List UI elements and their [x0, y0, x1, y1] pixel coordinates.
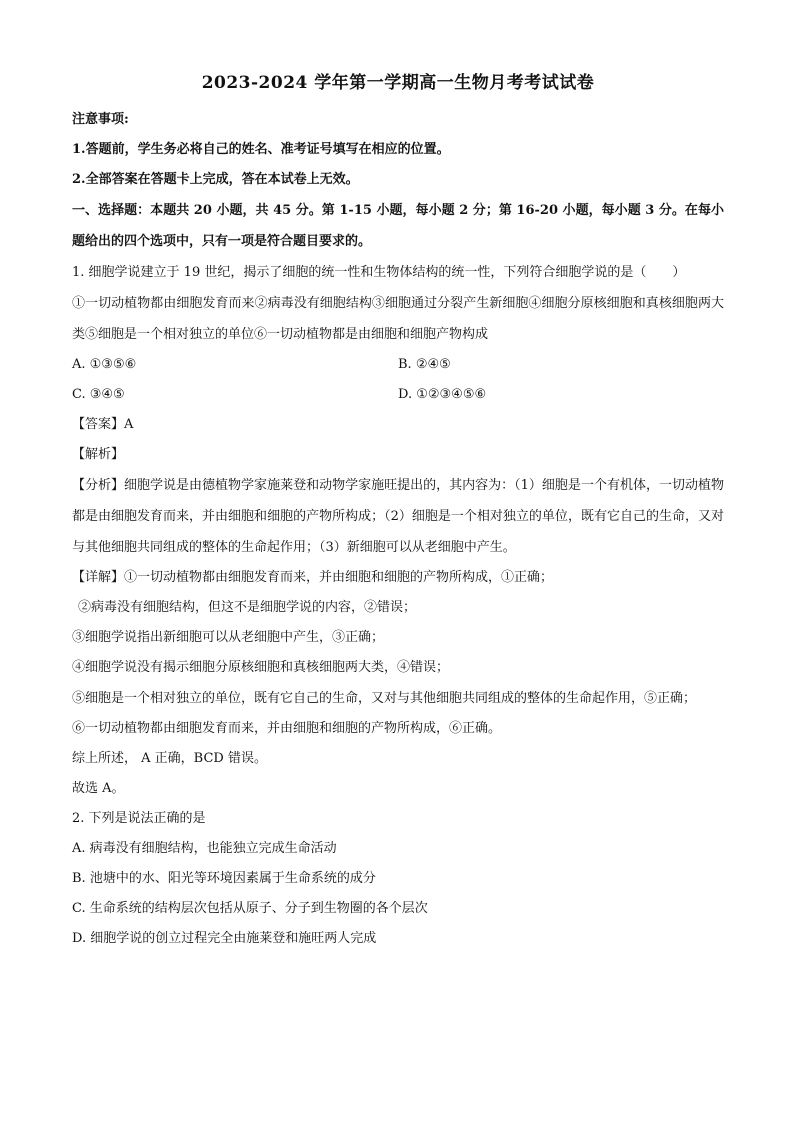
q1-fenxi: 【分析】细胞学说是由德植物学家施莱登和动物学家施旺提出的，其内容为：（1）细胞是一个有机体，一切动植物都是由细胞发育而来，并由细胞和细胞的产物所构成；（2）细胞是一个相对独立的单位，既有它自己的生命，又对与其他细胞共同组成的整体的生命起作用；（3）新细胞可以从老细胞中产生。 — [72, 478, 724, 555]
q1-detail-4: ④细胞学说没有揭示细胞分原核细胞和真核细胞两大类，④错误； — [72, 660, 450, 675]
q1-detail-2: ②病毒没有细胞结构，但这不是细胞学说的内容，②错误； — [78, 600, 417, 615]
q1-options-row-2 — [72, 380, 724, 410]
q1-detail-1: 【详解】①一切动植物都由细胞发育而来，并由细胞和细胞的产物所构成，①正确； — [72, 570, 554, 585]
q1-statements: ①一切动植物都由细胞发育而来②病毒没有细胞结构③细胞通过分裂产生新细胞④细胞分原核细胞和真核细胞两大类⑤细胞是一个相对独立的单位⑥一切动植物都是由细胞和细胞产物构成 — [72, 296, 724, 342]
q1-analysis-tag: 【解析】 — [72, 447, 125, 462]
q2-option-a: A. 病毒没有细胞结构，也能独立完成生命活动 — [72, 841, 337, 856]
exam-page — [72, 68, 724, 954]
q1-option-b: B. ②④⑤ — [398, 357, 451, 372]
q2-option-c: C. 生命系统的结构层次包括从原子、分子到生物圈的各个层次 — [72, 901, 428, 916]
q1-option-c: C. ③④⑤ — [72, 387, 125, 402]
notice-heading: 注意事项: — [72, 112, 129, 127]
q2-option-b: B. 池塘中的水、阳光等环境因素属于生命系统的成分 — [72, 871, 376, 886]
question-2 — [72, 804, 724, 954]
q1-detail-7: 综上所述， A 正确，BCD 错误。 — [72, 751, 267, 766]
q1-detail-5: ⑤细胞是一个相对独立的单位，既有它自己的生命，又对与其他细胞共同组成的整体的生命起作用，⑤正确； — [72, 691, 697, 706]
section-1-heading: 一、选择题：本题共 20 小题，共 45 分。第 1-15 小题，每小题 2 分；第 16-20 小题，每小题 3 分。在每小题给出的四个选项中，只有一项是符合题目要求的。 — [72, 203, 724, 249]
q1-answer: 【答案】A — [72, 417, 134, 432]
q1-detail-3: ③细胞学说指出新细胞可以从老细胞中产生，③正确； — [72, 630, 385, 645]
q1-options-row-1 — [72, 350, 724, 380]
q2-stem: 2. 下列是说法正确的是 — [72, 811, 206, 826]
q1-detail-8: 故选 A。 — [72, 781, 125, 796]
q1-option-a: A. ①③⑤⑥ — [72, 357, 137, 372]
q1-option-d: D. ①②③④⑤⑥ — [398, 387, 487, 402]
notice-item-2: 2.全部答案在答题卡上完成，答在本试卷上无效。 — [72, 172, 359, 187]
q2-option-d: D. 细胞学说的创立过程完全由施莱登和施旺两人完成 — [72, 931, 377, 946]
q1-stem: 1. 细胞学说建立于 19 世纪，揭示了细胞的统一性和生物体结构的统一性，下列符合细胞学说的是（ ） — [72, 265, 686, 280]
q1-detail-6: ⑥一切动植物都由细胞发育而来，并由细胞和细胞的产物所构成，⑥正确。 — [72, 721, 502, 736]
exam-title: 2023-2024 学年第一学期高一生物月考考试试卷 — [201, 73, 595, 93]
notice-item-1: 1.答题前，学生务必将自己的姓名、准考证号填写在相应的位置。 — [72, 142, 450, 157]
